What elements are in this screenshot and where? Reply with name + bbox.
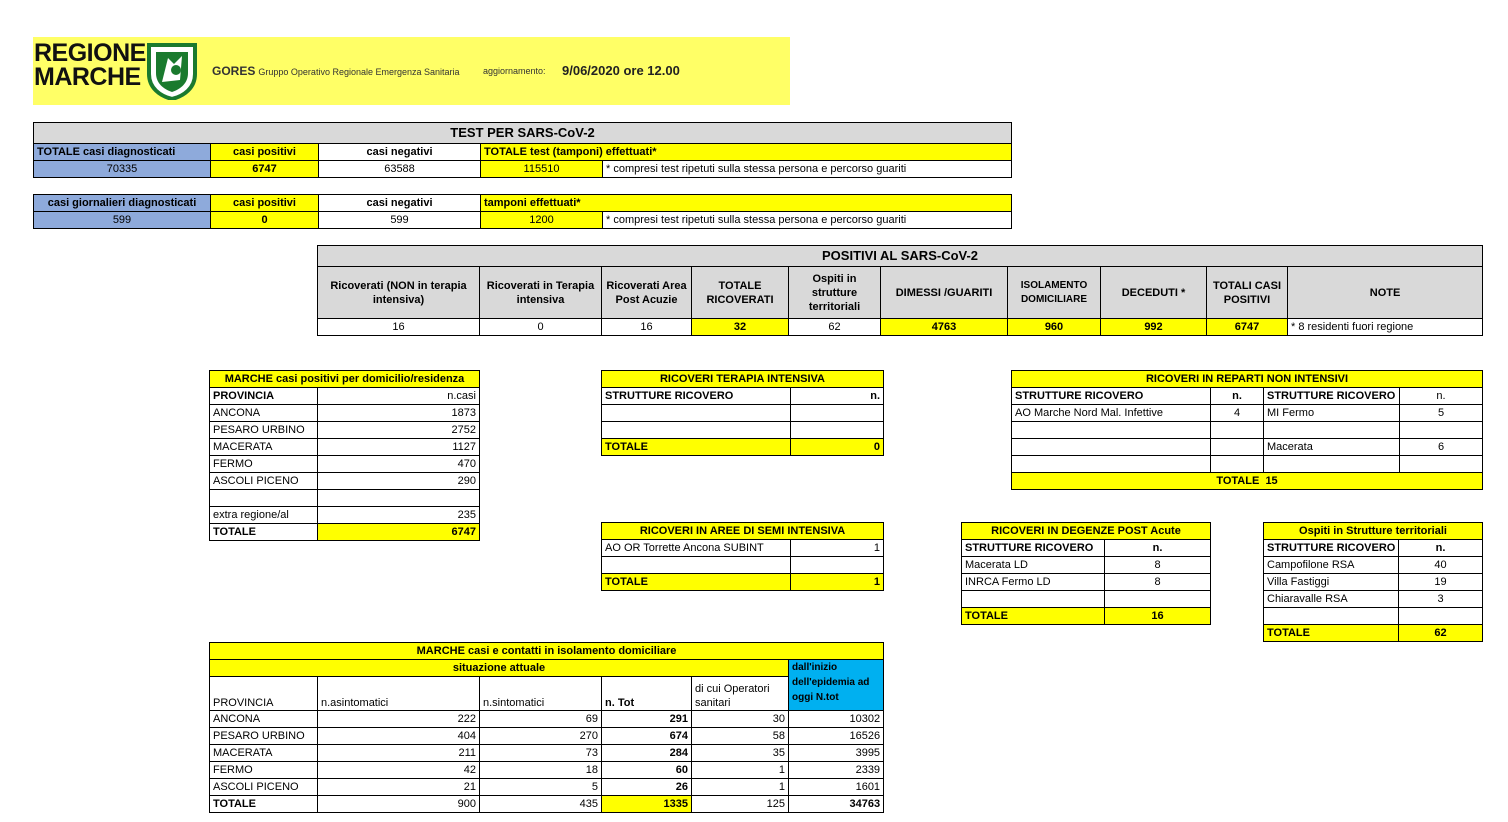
iso-title: MARCHE casi e contatti in isolamento domiciliare bbox=[210, 643, 884, 660]
non-int-bn bbox=[1400, 456, 1483, 473]
iso-name: PESARO URBINO bbox=[210, 728, 318, 745]
iso-name: ASCOLI PICENO bbox=[210, 779, 318, 796]
province-value: 470 bbox=[318, 456, 480, 473]
pos-v-2: 16 bbox=[602, 319, 692, 336]
test-v-tamp: 115510 bbox=[481, 161, 603, 178]
logo-line-1: REGIONE bbox=[34, 39, 146, 67]
update-label: aggiornamento: bbox=[483, 66, 546, 76]
table-row bbox=[210, 779, 884, 796]
iso-since: 2339 bbox=[789, 762, 884, 779]
iso-tot: 60 bbox=[602, 762, 692, 779]
semi-row-value: 1 bbox=[791, 540, 884, 557]
test-title: TEST PER SARS-CoV-2 bbox=[34, 123, 1012, 144]
table-row bbox=[210, 507, 480, 524]
non-int-total bbox=[1012, 473, 1483, 490]
ti-title: RICOVERI TERAPIA INTENSIVA bbox=[602, 371, 884, 388]
test-h-pos: casi positivi bbox=[211, 144, 319, 161]
semi-table bbox=[601, 522, 884, 591]
daily-v-tamp: 1200 bbox=[481, 212, 603, 229]
terr-total-label: TOTALE bbox=[1264, 625, 1399, 642]
test-h-tamp: TOTALE test (tamponi) effettuati* bbox=[481, 144, 1012, 161]
non-int-b: MI Fermo bbox=[1264, 405, 1400, 422]
iso-total-sint: 435 bbox=[480, 796, 602, 813]
semi-total-value: 1 bbox=[791, 574, 884, 591]
iso-name: FERMO bbox=[210, 762, 318, 779]
semi-title: RICOVERI IN AREE DI SEMI INTENSIVA bbox=[602, 523, 884, 540]
daily-h-pos: casi positivi bbox=[211, 195, 319, 212]
terr-name: Chiaravalle RSA bbox=[1264, 591, 1399, 608]
daily-h-tamp: tamponi effettuati* bbox=[481, 195, 1012, 212]
pos-v-4: 62 bbox=[789, 319, 881, 336]
iso-h-asint: n.asintomatici bbox=[318, 677, 480, 711]
province-value: 290 bbox=[318, 473, 480, 490]
positivi-table bbox=[317, 245, 1483, 336]
iso-total-oper: 125 bbox=[692, 796, 789, 813]
table-row bbox=[1012, 456, 1483, 473]
update-date: 9/06/2020 ore 12.00 bbox=[562, 63, 680, 78]
iso-table bbox=[209, 642, 884, 813]
table-row bbox=[210, 405, 480, 422]
non-int-total-value: 15 bbox=[1265, 475, 1278, 487]
table-row bbox=[210, 728, 884, 745]
iso-sint: 18 bbox=[480, 762, 602, 779]
daily-v-neg: 599 bbox=[319, 212, 481, 229]
ti-h-n: n. bbox=[791, 388, 884, 405]
pos-v-8: 6747 bbox=[1207, 319, 1288, 336]
org-short: GORES bbox=[212, 64, 256, 78]
iso-oper: 1 bbox=[692, 779, 789, 796]
org-full: Gruppo Operativo Regionale Emergenza Sanitaria bbox=[258, 67, 460, 77]
pos-v-6: 960 bbox=[1008, 319, 1101, 336]
non-int-bn: 5 bbox=[1400, 405, 1483, 422]
pos-v-7: 992 bbox=[1101, 319, 1207, 336]
iso-h-tot: n. Tot bbox=[602, 677, 692, 711]
ti-total-value: 0 bbox=[791, 439, 884, 456]
post-title: RICOVERI IN DEGENZE POST Acute bbox=[962, 523, 1211, 540]
terr-value: 3 bbox=[1399, 591, 1483, 608]
province-h-value: n.casi bbox=[318, 388, 480, 405]
non-int-bn: 6 bbox=[1400, 439, 1483, 456]
terr-name: Campofilone RSA bbox=[1264, 557, 1399, 574]
non-int-h-str-a: STRUTTURE RICOVERO bbox=[1012, 388, 1211, 405]
pos-h-6: ISOLAMENTO DOMICILIARE bbox=[1008, 267, 1101, 319]
iso-since: 10302 bbox=[789, 711, 884, 728]
province-name: PESARO URBINO bbox=[210, 422, 318, 439]
terr-value: 40 bbox=[1399, 557, 1483, 574]
table-row bbox=[962, 557, 1211, 574]
table-row bbox=[210, 745, 884, 762]
iso-total-tot: 1335 bbox=[602, 796, 692, 813]
non-int-h-n-b: n. bbox=[1400, 388, 1483, 405]
post-total-label: TOTALE bbox=[962, 608, 1105, 625]
test-note: * compresi test ripetuti sulla stessa persona e percorso guariti bbox=[603, 161, 1012, 178]
province-name: ANCONA bbox=[210, 405, 318, 422]
non-int-table bbox=[1011, 370, 1483, 490]
daily-v-totale: 599 bbox=[34, 212, 211, 229]
table-row bbox=[210, 439, 480, 456]
daily-v-pos: 0 bbox=[211, 212, 319, 229]
iso-sint: 270 bbox=[480, 728, 602, 745]
iso-since: 3995 bbox=[789, 745, 884, 762]
terr-total-value: 62 bbox=[1399, 625, 1483, 642]
table-row bbox=[210, 711, 884, 728]
table-row bbox=[962, 574, 1211, 591]
post-table bbox=[961, 522, 1211, 625]
province-value: 2752 bbox=[318, 422, 480, 439]
pos-h-3: TOTALE RICOVERATI bbox=[692, 267, 789, 319]
pos-v-0: 16 bbox=[318, 319, 480, 336]
non-int-an bbox=[1211, 456, 1264, 473]
province-total-value: 6747 bbox=[318, 524, 480, 541]
pos-h-9: NOTE bbox=[1288, 267, 1483, 319]
province-name: MACERATA bbox=[210, 439, 318, 456]
non-int-title: RICOVERI IN REPARTI NON INTENSIVI bbox=[1012, 371, 1483, 388]
post-name: INRCA Fermo LD bbox=[962, 574, 1105, 591]
iso-since: 16526 bbox=[789, 728, 884, 745]
province-name: FERMO bbox=[210, 456, 318, 473]
table-row bbox=[210, 762, 884, 779]
daily-note: * compresi test ripetuti sulla stessa persona e percorso guariti bbox=[603, 212, 1012, 229]
iso-oper: 1 bbox=[692, 762, 789, 779]
region-logo-text bbox=[34, 41, 146, 89]
pos-h-4: Ospiti in strutture territoriali bbox=[789, 267, 881, 319]
non-int-an bbox=[1211, 422, 1264, 439]
non-int-a bbox=[1012, 439, 1211, 456]
org-label bbox=[212, 64, 460, 78]
table-row bbox=[1012, 405, 1483, 422]
iso-tot: 26 bbox=[602, 779, 692, 796]
non-int-h-str-b: STRUTTURE RICOVERO bbox=[1264, 388, 1400, 405]
non-int-a: AO Marche Nord Mal. Infettive bbox=[1012, 405, 1211, 422]
terr-table bbox=[1263, 522, 1483, 642]
pos-h-7: DECEDUTI * bbox=[1101, 267, 1207, 319]
table-row bbox=[210, 456, 480, 473]
iso-sint: 5 bbox=[480, 779, 602, 796]
table-row bbox=[210, 490, 480, 507]
daily-h-neg: casi negativi bbox=[319, 195, 481, 212]
iso-sint: 73 bbox=[480, 745, 602, 762]
pos-v-9: * 8 residenti fuori regione bbox=[1288, 319, 1483, 336]
table-row bbox=[210, 473, 480, 490]
iso-h-oper: di cui Operatori sanitari bbox=[692, 677, 789, 711]
terr-h-n: n. bbox=[1399, 540, 1483, 557]
iso-sint: 69 bbox=[480, 711, 602, 728]
province-value: 235 bbox=[318, 507, 480, 524]
province-name: extra regione/al bbox=[210, 507, 318, 524]
ti-total-label: TOTALE bbox=[602, 439, 791, 456]
iso-oper: 30 bbox=[692, 711, 789, 728]
iso-oper: 35 bbox=[692, 745, 789, 762]
table-row bbox=[1264, 557, 1483, 574]
iso-total-asint: 900 bbox=[318, 796, 480, 813]
pos-h-8: TOTALI CASI POSITIVI bbox=[1207, 267, 1288, 319]
test-h-neg: casi negativi bbox=[319, 144, 481, 161]
pos-v-5: 4763 bbox=[881, 319, 1008, 336]
non-int-total-label: TOTALE bbox=[1216, 475, 1260, 487]
table-row bbox=[1012, 439, 1483, 456]
test-v-neg: 63588 bbox=[319, 161, 481, 178]
non-int-b bbox=[1264, 456, 1400, 473]
semi-row-name: AO OR Torrette Ancona SUBINT bbox=[602, 540, 791, 557]
province-table bbox=[209, 370, 480, 541]
province-value: 1127 bbox=[318, 439, 480, 456]
semi-total-label: TOTALE bbox=[602, 574, 791, 591]
daily-h-totale: casi giornalieri diagnosticati bbox=[34, 195, 211, 212]
iso-tot: 284 bbox=[602, 745, 692, 762]
iso-tot: 674 bbox=[602, 728, 692, 745]
iso-name: MACERATA bbox=[210, 745, 318, 762]
iso-h-sint: n.sintomatici bbox=[480, 677, 602, 711]
pos-h-0: Ricoverati (NON in terapia intensiva) bbox=[318, 267, 480, 319]
iso-subtitle: situazione attuale bbox=[210, 660, 789, 677]
pos-v-1: 0 bbox=[480, 319, 602, 336]
daily-test-table bbox=[33, 194, 1012, 229]
post-value: 8 bbox=[1105, 557, 1211, 574]
table-row bbox=[1012, 422, 1483, 439]
post-name: Macerata LD bbox=[962, 557, 1105, 574]
ti-table bbox=[601, 370, 884, 456]
iso-tot: 291 bbox=[602, 711, 692, 728]
iso-asint: 211 bbox=[318, 745, 480, 762]
table-row bbox=[1264, 574, 1483, 591]
table-row bbox=[210, 422, 480, 439]
iso-name: ANCONA bbox=[210, 711, 318, 728]
non-int-a bbox=[1012, 422, 1211, 439]
province-h-name: PROVINCIA bbox=[210, 388, 318, 405]
iso-oper: 58 bbox=[692, 728, 789, 745]
non-int-h-n-a: n. bbox=[1211, 388, 1264, 405]
province-name: ASCOLI PICENO bbox=[210, 473, 318, 490]
test-h-totale: TOTALE casi diagnosticati bbox=[34, 144, 211, 161]
province-value: 1873 bbox=[318, 405, 480, 422]
terr-title: Ospiti in Strutture territoriali bbox=[1264, 523, 1483, 540]
non-int-b bbox=[1264, 422, 1400, 439]
iso-h-prov: PROVINCIA bbox=[210, 677, 318, 711]
iso-asint: 404 bbox=[318, 728, 480, 745]
post-h-n: n. bbox=[1105, 540, 1211, 557]
iso-asint: 222 bbox=[318, 711, 480, 728]
terr-h-str: STRUTTURE RICOVERO bbox=[1264, 540, 1399, 557]
test-v-pos: 6747 bbox=[211, 161, 319, 178]
non-int-an: 4 bbox=[1211, 405, 1264, 422]
test-v-totale: 70335 bbox=[34, 161, 211, 178]
region-shield-icon bbox=[146, 42, 198, 100]
iso-total-label: TOTALE bbox=[210, 796, 318, 813]
iso-since-label: dall'inizio dell'epidemia ad oggi N.tot bbox=[789, 660, 884, 711]
post-total-value: 16 bbox=[1105, 608, 1211, 625]
non-int-a bbox=[1012, 456, 1211, 473]
iso-total-since: 34763 bbox=[789, 796, 884, 813]
pos-h-2: Ricoverati Area Post Acuzie bbox=[602, 267, 692, 319]
terr-value: 19 bbox=[1399, 574, 1483, 591]
iso-since: 1601 bbox=[789, 779, 884, 796]
logo-line-2: MARCHE bbox=[34, 63, 141, 91]
province-name bbox=[210, 490, 318, 507]
post-h-str: STRUTTURE RICOVERO bbox=[962, 540, 1105, 557]
table-row bbox=[1264, 591, 1483, 608]
province-title: MARCHE casi positivi per domicilio/residenza bbox=[210, 371, 480, 388]
province-total-label: TOTALE bbox=[210, 524, 318, 541]
non-int-b: Macerata bbox=[1264, 439, 1400, 456]
province-value bbox=[318, 490, 480, 507]
iso-asint: 42 bbox=[318, 762, 480, 779]
ti-h-str: STRUTTURE RICOVERO bbox=[602, 388, 791, 405]
post-value: 8 bbox=[1105, 574, 1211, 591]
terr-name: Villa Fastiggi bbox=[1264, 574, 1399, 591]
pos-h-1: Ricoverati in Terapia intensiva bbox=[480, 267, 602, 319]
non-int-bn bbox=[1400, 422, 1483, 439]
non-int-an bbox=[1211, 439, 1264, 456]
iso-asint: 21 bbox=[318, 779, 480, 796]
pos-h-5: DIMESSI /GUARITI bbox=[881, 267, 1008, 319]
positivi-title: POSITIVI AL SARS-CoV-2 bbox=[318, 246, 1483, 267]
pos-v-3: 32 bbox=[692, 319, 789, 336]
test-table bbox=[33, 122, 1012, 178]
